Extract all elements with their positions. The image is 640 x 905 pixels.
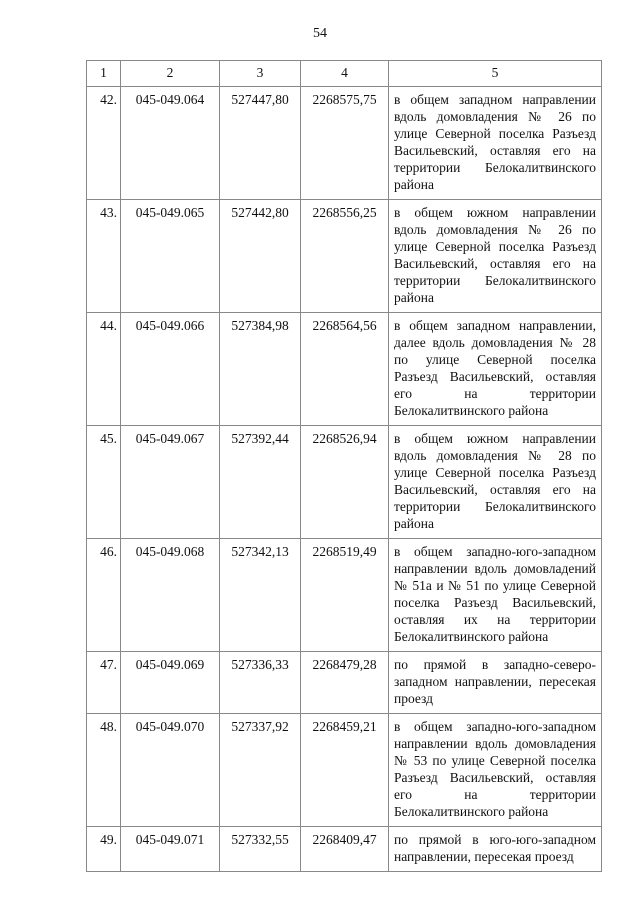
row-number-cell: 46. bbox=[87, 539, 121, 652]
row-number-cell: 44. bbox=[87, 313, 121, 426]
row-number-cell: 47. bbox=[87, 652, 121, 714]
x-coordinate-cell: 527447,80 bbox=[220, 87, 301, 200]
boundary-points-table bbox=[86, 60, 602, 872]
y-coordinate-cell: 2268519,49 bbox=[301, 539, 389, 652]
y-coordinate-cell: 2268556,25 bbox=[301, 200, 389, 313]
header-col-4: 4 bbox=[301, 61, 389, 87]
description-cell: в общем западно-юго-западном направлении вдоль домовладения № 53 по улице Северной поселка Разъезд Васильевский, оставляя его на территории Белокалитвинского района bbox=[389, 714, 602, 827]
description-cell: в общем западном направлении, далее вдоль домовладения № 28 по улице Северной поселка Разъезд Васильевский, оставляя его на территории Белокалитвинского района bbox=[389, 313, 602, 426]
x-coordinate-cell: 527384,98 bbox=[220, 313, 301, 426]
table-row bbox=[87, 313, 602, 426]
y-coordinate-cell: 2268526,94 bbox=[301, 426, 389, 539]
description-cell: в общем южном направлении вдоль домовладения № 28 по улице Северной поселка Разъезд Васильевский, оставляя его на территории Белокалитвинского района bbox=[389, 426, 602, 539]
description-cell: по прямой в западно-северо-западном направлении, пересекая проезд bbox=[389, 652, 602, 714]
description-cell: по прямой в юго-юго-западном направлении, пересекая проезд bbox=[389, 827, 602, 872]
y-coordinate-cell: 2268479,28 bbox=[301, 652, 389, 714]
row-number-cell: 43. bbox=[87, 200, 121, 313]
x-coordinate-cell: 527336,33 bbox=[220, 652, 301, 714]
x-coordinate-cell: 527332,55 bbox=[220, 827, 301, 872]
header-col-1: 1 bbox=[87, 61, 121, 87]
x-coordinate-cell: 527342,13 bbox=[220, 539, 301, 652]
row-number-cell: 42. bbox=[87, 87, 121, 200]
table-row bbox=[87, 539, 602, 652]
description-cell: в общем западно-юго-западном направлении вдоль домовладений № 51а и № 51 по улице Северной поселка Разъезд Васильевский, оставляя их на территории Белокалитвинского района bbox=[389, 539, 602, 652]
x-coordinate-cell: 527392,44 bbox=[220, 426, 301, 539]
header-col-2: 2 bbox=[121, 61, 220, 87]
point-code-cell: 045-049.069 bbox=[121, 652, 220, 714]
description-cell: в общем западном направлении вдоль домовладения № 26 по улице Северной поселка Разъезд Васильевский, оставляя его на территории Белокалитвинского района bbox=[389, 87, 602, 200]
y-coordinate-cell: 2268564,56 bbox=[301, 313, 389, 426]
page-number: 54 bbox=[313, 26, 327, 41]
header-col-5: 5 bbox=[389, 61, 602, 87]
header-col-3: 3 bbox=[220, 61, 301, 87]
table-row bbox=[87, 827, 602, 872]
y-coordinate-cell: 2268575,75 bbox=[301, 87, 389, 200]
point-code-cell: 045-049.067 bbox=[121, 426, 220, 539]
row-number-cell: 49. bbox=[87, 827, 121, 872]
row-number-cell: 45. bbox=[87, 426, 121, 539]
row-number-cell: 48. bbox=[87, 714, 121, 827]
x-coordinate-cell: 527337,92 bbox=[220, 714, 301, 827]
x-coordinate-cell: 527442,80 bbox=[220, 200, 301, 313]
point-code-cell: 045-049.065 bbox=[121, 200, 220, 313]
table-header-row bbox=[87, 61, 602, 87]
y-coordinate-cell: 2268409,47 bbox=[301, 827, 389, 872]
y-coordinate-cell: 2268459,21 bbox=[301, 714, 389, 827]
point-code-cell: 045-049.066 bbox=[121, 313, 220, 426]
table-row bbox=[87, 426, 602, 539]
table-row bbox=[87, 652, 602, 714]
point-code-cell: 045-049.068 bbox=[121, 539, 220, 652]
point-code-cell: 045-049.070 bbox=[121, 714, 220, 827]
point-code-cell: 045-049.064 bbox=[121, 87, 220, 200]
table-row bbox=[87, 714, 602, 827]
point-code-cell: 045-049.071 bbox=[121, 827, 220, 872]
table-row bbox=[87, 87, 602, 200]
description-cell: в общем южном направлении вдоль домовладения № 26 по улице Северной поселка Разъезд Васильевский, оставляя его на территории Белокалитвинского района bbox=[389, 200, 602, 313]
table-row bbox=[87, 200, 602, 313]
